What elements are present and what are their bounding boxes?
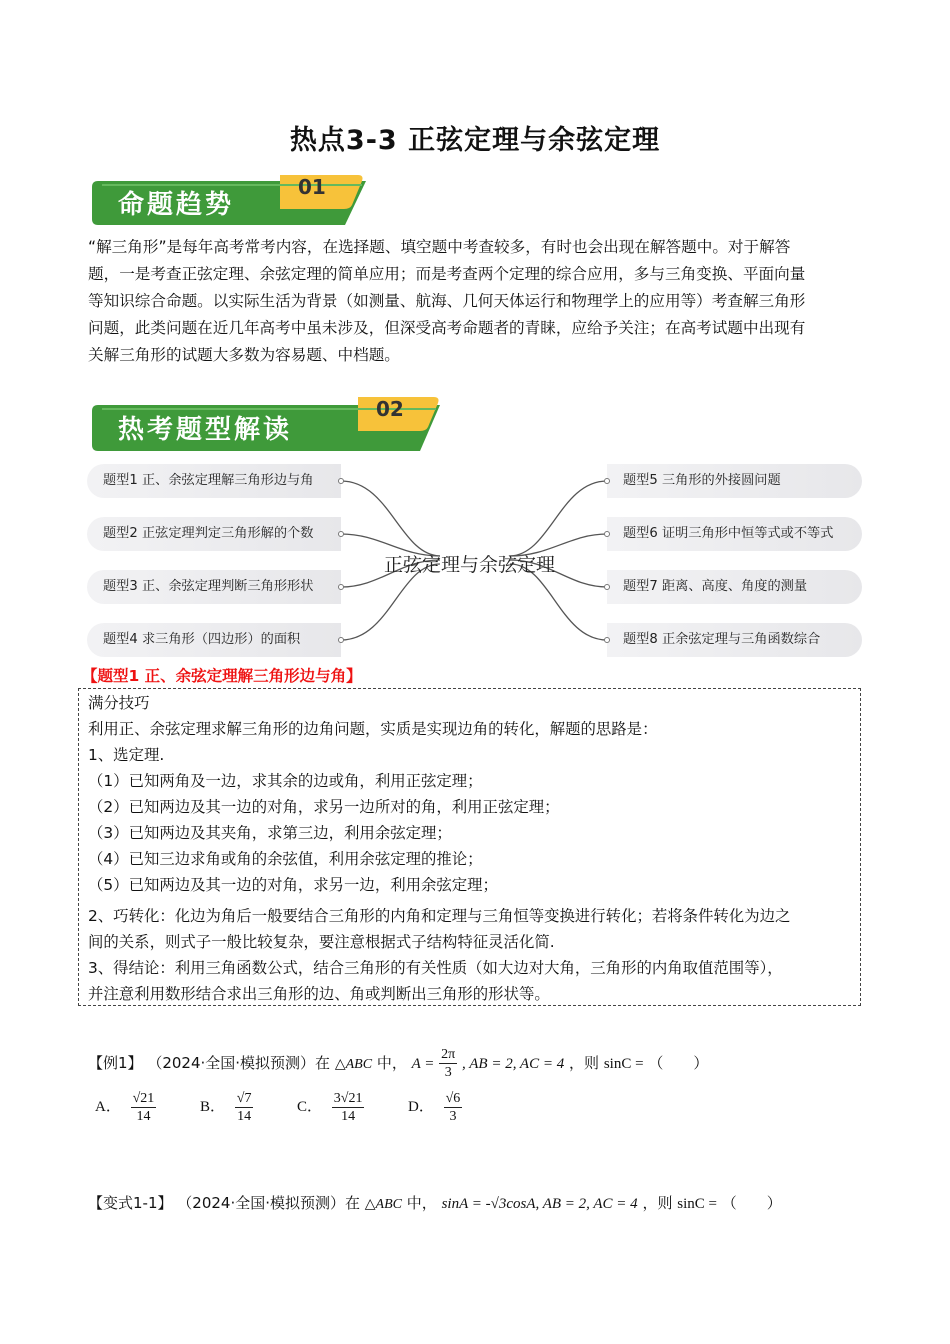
mindmap-type-1: 题型1 正、余弦定理解三角形边与角 [87, 464, 341, 498]
option-fraction [235, 1090, 254, 1125]
variant-paren: （ ） [721, 1194, 782, 1212]
variant-target: sinC = [677, 1196, 717, 1212]
variant-label: 【变式1-1】 [88, 1194, 173, 1212]
fraction-numerator: 3√21 [333, 1091, 363, 1106]
mindmap-type-4: 题型4 求三角形（四边形）的面积 [87, 623, 341, 657]
option-fraction [131, 1090, 157, 1125]
fraction-numerator: √6 [445, 1091, 461, 1106]
paragraph-line: 题，一是考查正弦定理、余弦定理的简单应用；而是考查两个定理的综合应用，多与三角变换、平面向量 [88, 265, 806, 283]
mindmap-type-2: 题型2 正弦定理判定三角形解的个数 [87, 517, 341, 551]
types-banner [90, 397, 450, 443]
page-title: 热点3-3 正弦定理与余弦定理 [289, 125, 661, 156]
paragraph-line: 等知识综合命题。以实际生活为背景（如测量、航海、几何天体运行和物理学上的应用等）考查解三角形 [88, 292, 806, 310]
example-angle-fraction [439, 1046, 457, 1081]
types-banner-number: 02 [376, 397, 404, 421]
mindmap-type-8: 题型8 正余弦定理与三角函数综合 [607, 623, 862, 657]
tips-line: 间的关系，则式子一般比较复杂，要注意根据式子结构特征灵活化简. [88, 933, 555, 951]
connector-dot-icon [338, 478, 344, 484]
variant-1-1 [88, 1192, 782, 1213]
connector-dot-icon [338, 584, 344, 590]
connector-dot-icon [604, 584, 610, 590]
mindmap-type-5: 题型5 三角形的外接圆问题 [607, 464, 862, 498]
example-angle-lhs: A = [411, 1056, 435, 1072]
tips-line: 3、得结论：利用三角函数公式，结合三角形的有关性质（如大边对大角，三角形的内角取值范围等）， [88, 959, 783, 977]
mindmap-type-3: 题型3 正、余弦定理判断三角形形状 [87, 570, 341, 604]
section-heading: 【题型1 正、余弦定理解三角形边与角】 [82, 667, 362, 685]
mindmap-type-6: 题型6 证明三角形中恒等式或不等式 [607, 517, 862, 551]
option-letter: D． [408, 1098, 434, 1115]
fraction-denominator: 14 [341, 1109, 356, 1124]
tips-line: 利用正、余弦定理求解三角形的边角问题，实质是实现边角的转化，解题的思路是： [88, 720, 658, 738]
types-banner-label: 热考题型解读 [118, 415, 293, 445]
example-triangle: △ABC [334, 1057, 373, 1072]
variant-triangle: △ABC [364, 1197, 402, 1212]
trend-paragraph [88, 234, 863, 369]
example-source: （2024·全国·模拟预测）在 [147, 1054, 331, 1072]
tips-line: 1、选定理. [88, 746, 165, 764]
trend-banner-label: 命题趋势 [118, 190, 235, 220]
variant-condition: sinA = -√3cosA, AB = 2, AC = 4 [441, 1196, 638, 1212]
variant-ask: ，则 [642, 1194, 673, 1212]
example-paren: （ ） [648, 1054, 709, 1072]
mindmap-type-7: 题型7 距离、高度、角度的测量 [607, 570, 862, 604]
paragraph-line: “解三角形”是每年高考常考内容，在选择题、填空题中考查较多，有时也会出现在解答题中。对于解答 [88, 238, 791, 256]
example-1 [88, 1046, 708, 1081]
option-letter: A． [95, 1098, 121, 1115]
paragraph-line: 关解三角形的试题大多数为容易题、中档题。 [88, 346, 400, 364]
option-c[interactable] [297, 1090, 364, 1125]
trend-banner [90, 175, 375, 221]
paragraph-line: 问题，此类问题在近几年高考中虽未涉及，但深受高考命题者的青睐，应给予关注；在高考试题中出现有 [88, 319, 806, 337]
option-letter: C． [297, 1098, 323, 1115]
tips-line: （1）已知两角及一边，求其余的边或角，利用正弦定理； [88, 772, 483, 790]
option-a[interactable] [95, 1090, 156, 1125]
variant-source: （2024·全国·模拟预测）在 [177, 1194, 360, 1212]
tips-line: （2）已知两边及其一边的对角，求另一边所对的角，利用正弦定理； [88, 798, 560, 816]
tips-line: （5）已知两边及其一边的对角，求另一边，利用余弦定理； [88, 876, 498, 894]
tips-line: （3）已知两边及其夹角，求第三边，利用余弦定理； [88, 824, 452, 842]
example-mid: 中， [376, 1054, 407, 1072]
connector-dot-icon [604, 478, 610, 484]
tips-heading: 满分技巧 [88, 694, 150, 712]
example-ask: ，则 [569, 1054, 600, 1072]
fraction-numerator: 2π [441, 1047, 456, 1062]
example-target: sinC = [603, 1056, 644, 1072]
fraction-denominator: 3 [444, 1065, 452, 1080]
option-b[interactable] [200, 1090, 253, 1125]
tips-line: 并注意利用数形结合求出三角形的边、角或判断出三角形的形状等。 [88, 985, 550, 1003]
fraction-numerator: √21 [132, 1091, 155, 1106]
trend-banner-number: 01 [298, 175, 326, 199]
mindmap-center: 正弦定理与余弦定理 [384, 554, 556, 576]
fraction-denominator: 3 [449, 1109, 457, 1124]
option-d[interactable] [408, 1090, 462, 1125]
fraction-denominator: 14 [237, 1109, 252, 1124]
example-conditions: , AB = 2, AC = 4 [462, 1056, 565, 1072]
connector-dot-icon [338, 531, 344, 537]
tips-line: 2、巧转化：化边为角后一般要结合三角形的内角和定理与三角恒等变换进行转化；若将条件转化为边之 [88, 907, 791, 925]
option-fraction [332, 1090, 365, 1125]
variant-mid: 中， [406, 1194, 437, 1212]
fraction-numerator: √7 [236, 1091, 252, 1106]
option-fraction [444, 1090, 463, 1125]
fraction-denominator: 14 [136, 1109, 151, 1124]
connector-dot-icon [604, 637, 610, 643]
option-letter: B． [200, 1098, 226, 1115]
connector-dot-icon [604, 531, 610, 537]
connector-dot-icon [338, 637, 344, 643]
example-label: 【例1】 [88, 1054, 143, 1072]
tips-line: （4）已知三边求角或角的余弦值，利用余弦定理的推论； [88, 850, 483, 868]
